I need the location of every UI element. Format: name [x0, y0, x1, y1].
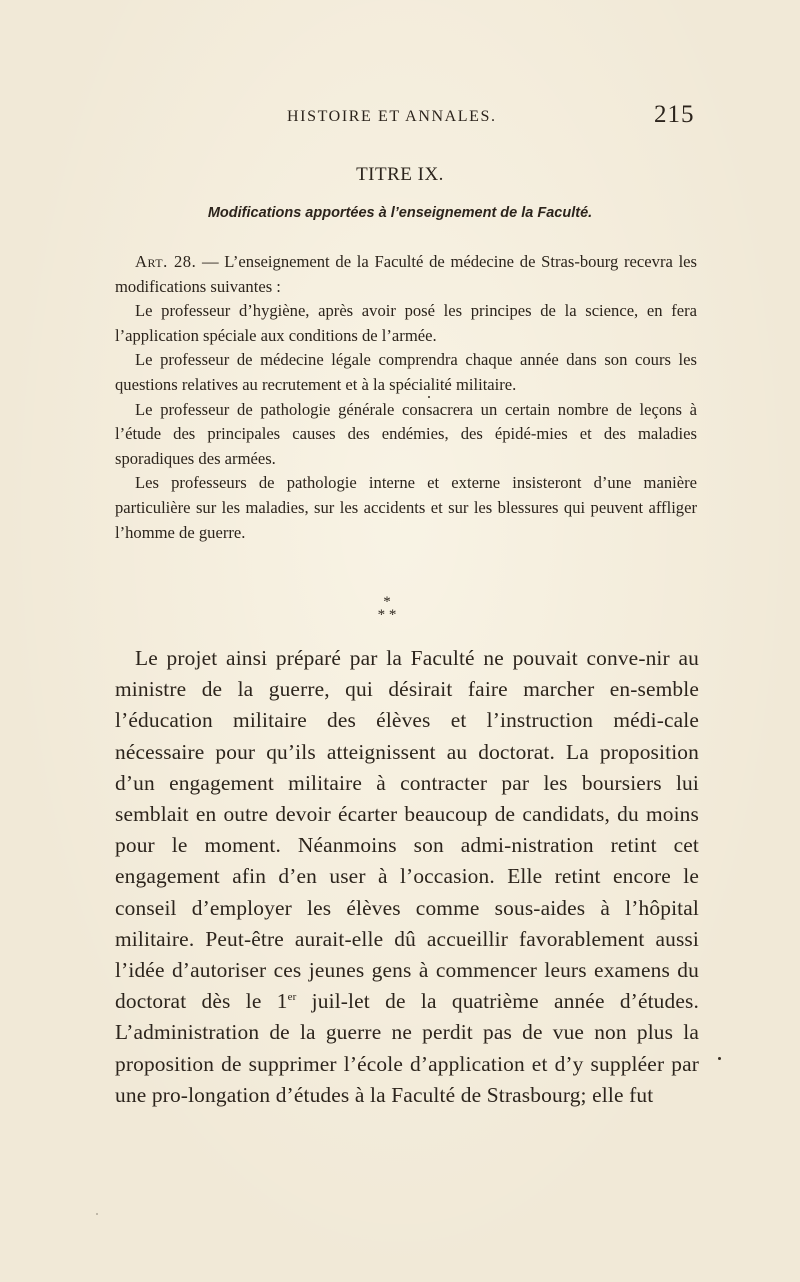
asterism-separator: [372, 596, 402, 622]
article-paragraph: Le professeur de médecine légale comprendra chaque année dans son cours les questions relatives au recrutement et à la spécialité militaire.: [115, 350, 697, 394]
article-paragraph: Les professeurs de pathologie interne et externe insisteront d’une manière particulière sur les maladies, sur les accidents et sur les blessures qui peuvent affliger l’homme de guerre.: [115, 473, 697, 542]
article-block: [115, 250, 697, 545]
article-paragraph: [115, 250, 697, 299]
body-paragraph: [115, 643, 699, 1111]
article-dash: —: [196, 252, 225, 271]
page-number: 215: [654, 101, 695, 128]
body-text-part-2: juil-let de la quatrième année d’études. L’administration de la guerre ne perdit pas de vue non plus la proposition de supprimer l’école d’application et d’y suppléer par une pro-longation d’études à la Faculté de Strasbourg; elle fut: [115, 989, 699, 1107]
article-intro-text: L’enseignement de la Faculté de médecine de Stras-bourg recevra les modifications suivantes :: [115, 252, 698, 296]
body-text-part-1: Le projet ainsi préparé par la Faculté ne pouvait conve-nir au ministre de la guerre, qui désirait faire marcher en-semble l’éducation militaire des élèves et l’instruction médi-cale nécessaire pour qu’ils atteignissent au doctorat. La proposition d’un engagement militaire à contracter par les boursiers lui semblait en outre devoir écarter beaucoup de candidats, du moins pour le moment. Néanmoins son admi-nistration retint cet engagement afin d’en user à l’occasion. Elle retint encore le conseil d’employer les élèves comme sous-aides à l’hôpital militaire. Peut-être aurait-elle dû accueillir favorablement aussi l’idée d’autoriser ces jeunes gens à commencer leurs examens du doctorat dès le 1: [115, 646, 699, 1014]
article-paragraph: Le professeur d’hygiène, après avoir posé les principes de la science, en fera l’application spéciale aux conditions de l’armée.: [115, 301, 697, 345]
main-body-text: [115, 643, 699, 1111]
superscript-er: er: [287, 991, 297, 1004]
running-head-title: HISTOIRE ET ANNALES.: [287, 108, 497, 125]
section-title: TITRE IX.: [356, 164, 444, 185]
paper-speck: [96, 1213, 98, 1215]
article-paragraph: Le professeur de pathologie générale consacrera un certain nombre de leçons à l’étude des principales causes des endémies, des épidé-mies et des maladies sporadiques des armées.: [115, 399, 697, 468]
paper-speck: [718, 1057, 721, 1060]
asterism-bottom: * *: [377, 607, 397, 623]
paper-speck: [428, 396, 430, 398]
running-head: [0, 101, 800, 130]
asterism-top: *: [383, 594, 391, 610]
section-subtitle: Modifications apportées à l’enseignement de la Faculté.: [207, 205, 593, 221]
article-label: Art. 28.: [135, 252, 197, 271]
